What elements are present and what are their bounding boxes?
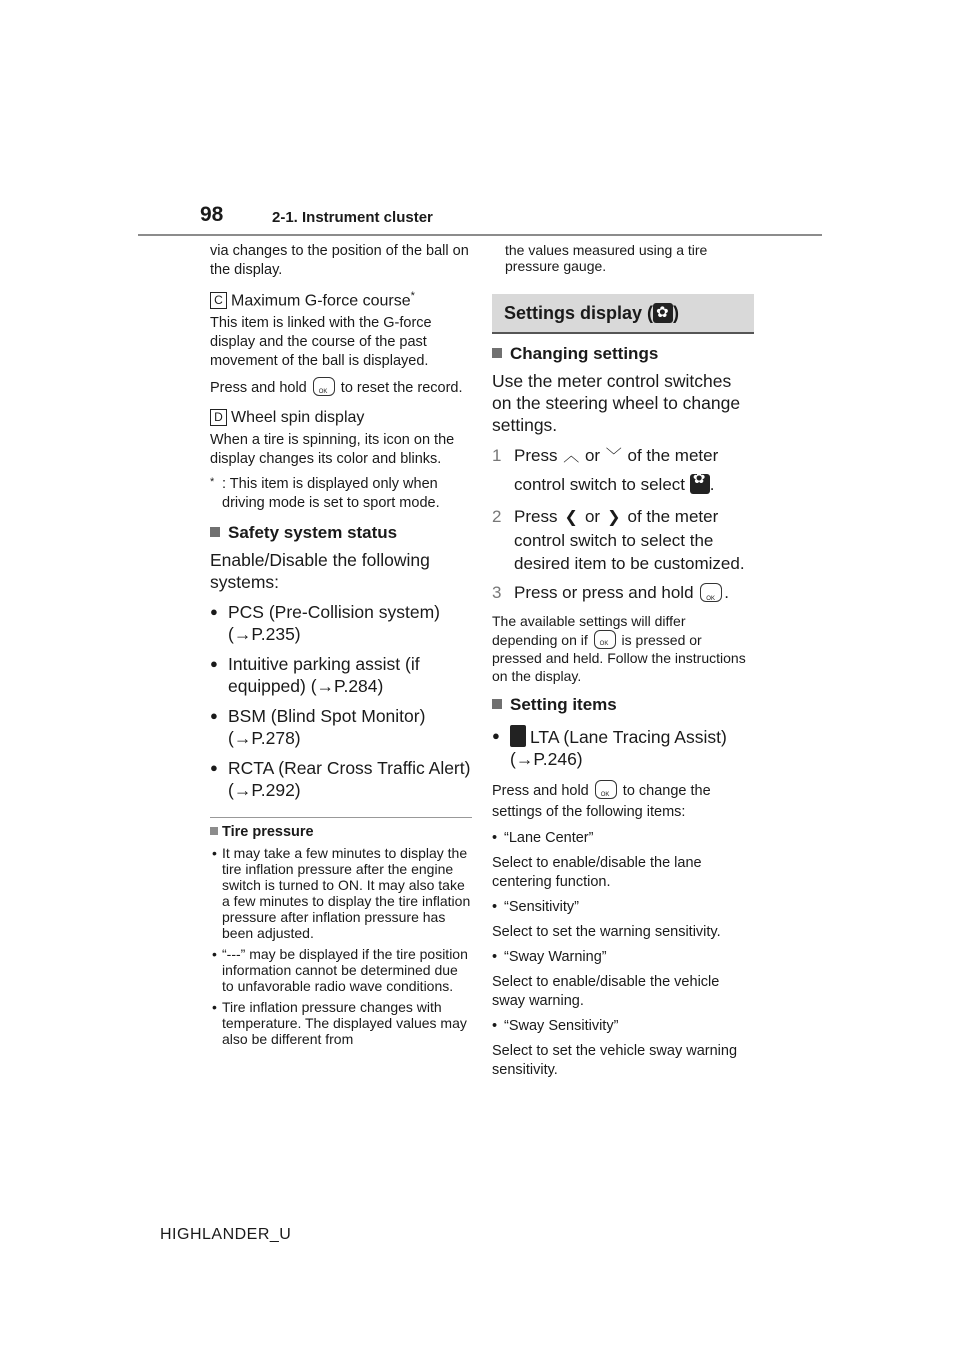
lta-item: ● LTA (Lane Tracing Assist) (→P.246) — [492, 725, 754, 770]
list-item: • Tire inflation pressure changes with temperature. The displayed values may also be different from — [210, 999, 472, 1047]
list-item: ● PCS (Pre-Collision system) (→P.235) — [210, 601, 472, 645]
chevron-up-icon: ︿ — [563, 448, 580, 465]
footnote-text: : This item is displayed only when driving mode is set to sport mode. — [222, 476, 440, 512]
step-2: 2 Press ❮ or ❯ of the meter control switch to select the desired item to be customized. — [492, 507, 745, 573]
chevron-left-icon: ❮ — [564, 509, 578, 526]
left-column — [210, 242, 472, 1047]
item-c-desc: This item is linked with the G-force display and the course of the past movement of the ball is displayed. — [210, 315, 432, 370]
settings-display-title: Settings display (✿ ) — [492, 294, 754, 334]
list-item: • It may take a few minutes to display the tire inflation pressure after the engine switch is turned to ON. It may also take a few minutes to display the tire inflation pressure after inflation pressure has been adjusted. — [210, 845, 472, 941]
section-divider — [210, 817, 472, 818]
item-c-heading — [210, 290, 472, 310]
item-c-press-post: to reset the record. — [340, 380, 463, 397]
section-title: 2-1. Instrument cluster — [272, 209, 433, 226]
ok-button-icon — [313, 377, 335, 396]
step-3: 3 Press or press and hold OK . — [492, 581, 754, 604]
tire-heading: Tire pressure — [210, 824, 472, 840]
right-column — [492, 242, 754, 1080]
safety-heading: Safety system status — [210, 523, 472, 543]
option-desc: Select to enable/disable the lane centering function. — [492, 855, 702, 890]
option-desc: Select to set the warning sensitivity. — [492, 924, 721, 940]
list-item: ● BSM (Blind Spot Monitor) (→P.278) — [210, 705, 472, 749]
gear-icon — [653, 303, 673, 323]
option-name: • “Sensitivity” — [492, 898, 754, 917]
option-desc: Select to set the vehicle sway warning sensitivity. — [492, 1043, 738, 1078]
gear-icon — [690, 474, 710, 494]
item-d-title: Wheel spin display — [231, 409, 365, 427]
label-c-box: C — [210, 292, 227, 309]
square-bullet-icon — [492, 348, 502, 358]
item-c-title: Maximum G-force course — [231, 292, 411, 310]
list-item: ● Intuitive parking assist (if equipped) (→P.284) — [210, 653, 472, 697]
item-c-star: * — [410, 290, 415, 302]
changing-intro: Use the meter control switches on the steering wheel to change settings. — [492, 371, 741, 435]
setting-items-heading: Setting items — [492, 695, 754, 715]
footnote — [210, 475, 472, 513]
footer-model: HIGHLANDER_U — [160, 1226, 292, 1243]
header-rule — [138, 234, 822, 236]
page-number: 98 — [200, 203, 224, 226]
lta-press: Press and hold OK to change the settings of the following items: — [492, 780, 754, 823]
option-name: • “Lane Center” — [492, 829, 754, 848]
list-item: • “---” may be displayed if the tire position information cannot be determined due to unfavorable radio wave conditions. — [210, 946, 472, 994]
lane-tracing-icon — [510, 725, 526, 747]
square-bullet-icon — [210, 827, 218, 835]
intro-text: via changes to the position of the ball on the display. — [210, 243, 469, 278]
changing-heading: Changing settings — [492, 344, 754, 364]
footnote-mark: * — [210, 476, 215, 489]
item-c-press — [210, 377, 472, 399]
changing-note: The available settings will differ depending on if OK is pressed or pressed and held. Follow the instructions on the display. — [492, 612, 754, 685]
square-bullet-icon — [492, 699, 502, 709]
chevron-right-icon: ❯ — [607, 509, 621, 526]
list-item: ● RCTA (Rear Cross Traffic Alert) (→P.292) — [210, 757, 472, 801]
label-d-box: D — [210, 409, 227, 426]
square-bullet-icon — [210, 527, 220, 537]
item-c-press-pre: Press and hold — [210, 380, 307, 397]
ok-button-icon — [594, 630, 616, 649]
ok-button-icon — [700, 583, 722, 602]
item-d-desc: When a tire is spinning, its icon on the display changes its color and blinks. — [210, 432, 455, 468]
option-name: • “Sway Warning” — [492, 948, 754, 967]
option-name: • “Sway Sensitivity” — [492, 1017, 754, 1036]
step-1: 1 Press ︿ or ﹀ of the meter control switch to select ✿ . — [492, 442, 754, 499]
option-desc: Select to enable/disable the vehicle sway warning. — [492, 974, 720, 1009]
ok-button-icon — [595, 780, 617, 799]
continued-text: the values measured using a tire pressure gauge. — [505, 242, 708, 274]
chevron-down-icon: ﹀ — [605, 448, 622, 465]
item-d-heading — [210, 409, 472, 427]
safety-intro: Enable/Disable the following systems: — [210, 550, 430, 593]
